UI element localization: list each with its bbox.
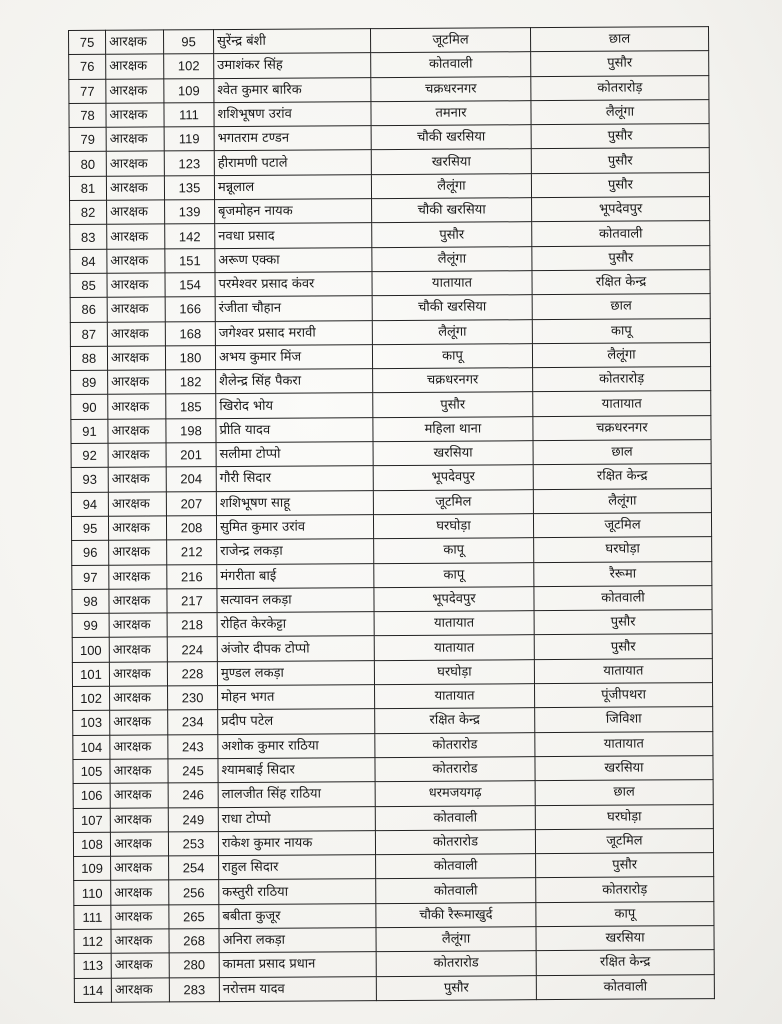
current-posting-cell: पुसौर xyxy=(373,392,533,417)
serial-number-cell: 79 xyxy=(69,127,106,152)
table-row xyxy=(69,27,709,55)
serial-number-cell: 98 xyxy=(72,589,109,614)
name-cell: सलीमा टोप्पो xyxy=(216,442,373,467)
badge-number-cell: 109 xyxy=(164,78,214,103)
new-posting-cell: कोतरारोड़ xyxy=(533,367,711,392)
serial-number-cell: 82 xyxy=(70,200,107,225)
new-posting-cell: रक्षित केन्द्र xyxy=(532,270,710,295)
rank-cell: आरक्षक xyxy=(107,200,165,225)
badge-number-cell: 224 xyxy=(167,637,217,662)
name-cell: शशिभूषण साहू xyxy=(216,490,373,515)
badge-number-cell: 280 xyxy=(169,953,219,978)
badge-number-cell: 230 xyxy=(168,686,218,711)
name-cell: अरूण एक्का xyxy=(215,247,372,272)
serial-number-cell: 81 xyxy=(69,176,106,201)
badge-number-cell: 216 xyxy=(167,564,217,589)
serial-number-cell: 92 xyxy=(71,443,108,468)
serial-number-cell: 80 xyxy=(69,152,106,177)
table-row xyxy=(70,342,710,370)
new-posting-cell: यातायात xyxy=(533,391,711,416)
name-cell: नरोत्तम यादव xyxy=(219,976,376,1001)
badge-number-cell: 201 xyxy=(166,443,216,468)
current-posting-cell: कोतरारोड xyxy=(375,732,535,757)
new-posting-cell: पुसौर xyxy=(531,172,709,197)
serial-number-cell: 100 xyxy=(72,638,109,663)
rank-cell: आरक्षक xyxy=(107,297,165,322)
serial-number-cell: 83 xyxy=(70,225,107,250)
rank-cell: आरक्षक xyxy=(109,662,167,687)
new-posting-cell: जूटमिल xyxy=(535,828,713,853)
current-posting-cell: कापू xyxy=(374,562,534,587)
new-posting-cell: जिविशा xyxy=(535,707,713,732)
rank-cell: आरक्षक xyxy=(107,346,165,371)
serial-number-cell: 105 xyxy=(73,759,110,784)
name-cell: गौरी सिदार xyxy=(216,466,373,491)
new-posting-cell: पुसौर xyxy=(531,51,709,76)
rank-cell: आरक्षक xyxy=(111,953,169,978)
rank-cell: आरक्षक xyxy=(108,467,166,492)
current-posting-cell: जूटमिल xyxy=(373,489,533,514)
current-posting-cell: चौकी खरसिया xyxy=(371,125,531,150)
new-posting-cell: यातायात xyxy=(535,731,713,756)
rank-cell: आरक्षक xyxy=(110,759,168,784)
rank-cell: आरक्षक xyxy=(107,224,165,249)
badge-number-cell: 228 xyxy=(167,661,217,686)
rank-cell: आरक्षक xyxy=(110,686,168,711)
serial-number-cell: 99 xyxy=(72,613,109,638)
new-posting-cell: खरसिया xyxy=(535,755,713,780)
serial-number-cell: 113 xyxy=(74,954,111,979)
table-row xyxy=(70,270,710,298)
name-cell: राजेन्द्र लकड़ा xyxy=(217,539,374,564)
badge-number-cell: 154 xyxy=(165,273,215,298)
current-posting-cell: कोतरारोड xyxy=(375,757,535,782)
current-posting-cell: खरसिया xyxy=(373,441,533,466)
name-cell: सुमित कुमार उरांव xyxy=(216,515,373,540)
table-row xyxy=(71,513,711,541)
badge-number-cell: 218 xyxy=(167,613,217,638)
table-row xyxy=(71,440,711,468)
serial-number-cell: 78 xyxy=(69,103,106,128)
rank-cell: आरक्षक xyxy=(106,103,164,128)
badge-number-cell: 168 xyxy=(165,321,215,346)
table-row xyxy=(69,51,709,79)
table-row xyxy=(69,99,709,127)
new-posting-cell: कोतरारोड़ xyxy=(531,75,709,100)
current-posting-cell: कापू xyxy=(374,538,534,563)
rank-cell: आरक्षक xyxy=(108,394,166,419)
new-posting-cell: कापू xyxy=(532,318,710,343)
current-posting-cell: पुसौर xyxy=(376,975,536,1000)
new-posting-cell: छाल xyxy=(533,440,711,465)
rank-cell: आरक्षक xyxy=(106,79,164,104)
rank-cell: आरक्षक xyxy=(111,977,169,1002)
current-posting-cell: कापू xyxy=(372,344,532,369)
new-posting-cell: कोतरारोड़ xyxy=(536,877,714,902)
name-cell: श्यामबाई सिदार xyxy=(218,758,375,783)
new-posting-cell: पूंजीपथरा xyxy=(535,683,713,708)
badge-number-cell: 204 xyxy=(166,467,216,492)
name-cell: शशिभूषण उरांव xyxy=(214,102,371,127)
serial-number-cell: 84 xyxy=(70,249,107,274)
name-cell: मंगरीता बाई xyxy=(217,563,374,588)
name-cell: राधा टोप्पो xyxy=(218,806,375,831)
serial-number-cell: 89 xyxy=(71,370,108,395)
current-posting-cell: महिला थाना xyxy=(373,416,533,441)
rank-cell: आरक्षक xyxy=(108,370,166,395)
current-posting-cell: पुसौर xyxy=(372,222,532,247)
new-posting-cell: पुसौर xyxy=(536,853,714,878)
transfer-list-table xyxy=(68,26,715,1003)
serial-number-cell: 86 xyxy=(70,298,107,323)
rank-cell: आरक्षक xyxy=(107,273,165,298)
table-row xyxy=(69,124,709,152)
name-cell: शैलेन्द्र सिंह पैकरा xyxy=(216,369,373,394)
table-row xyxy=(70,318,710,346)
new-posting-cell: खरसिया xyxy=(536,926,714,951)
new-posting-cell: कोतवाली xyxy=(534,585,712,610)
rank-cell: आरक्षक xyxy=(106,151,164,176)
name-cell: सुरेंन्द्र बंशी xyxy=(214,29,371,54)
table-row xyxy=(73,707,713,735)
badge-number-cell: 212 xyxy=(167,540,217,565)
current-posting-cell: चक्रधरनगर xyxy=(373,368,533,393)
current-posting-cell: घरघोड़ा xyxy=(373,514,533,539)
serial-number-cell: 77 xyxy=(69,79,106,104)
badge-number-cell: 245 xyxy=(168,759,218,784)
serial-number-cell: 93 xyxy=(71,468,108,493)
table-row xyxy=(74,950,714,978)
badge-number-cell: 135 xyxy=(164,175,214,200)
serial-number-cell: 91 xyxy=(71,419,108,444)
serial-number-cell: 102 xyxy=(73,686,110,711)
serial-number-cell: 97 xyxy=(72,565,109,590)
current-posting-cell: कोतरारोड xyxy=(375,829,535,854)
name-cell: अंजोर दीपक टोप्पो xyxy=(217,636,374,661)
rank-cell: आरक्षक xyxy=(109,564,167,589)
new-posting-cell: कोतवाली xyxy=(532,221,710,246)
rank-cell: आरक्षक xyxy=(110,807,168,832)
serial-number-cell: 90 xyxy=(71,395,108,420)
serial-number-cell: 114 xyxy=(74,978,111,1003)
name-cell: मुण्डल लकड़ा xyxy=(217,660,374,685)
current-posting-cell: चक्रधरनगर xyxy=(371,76,531,101)
rank-cell: आरक्षक xyxy=(110,832,168,857)
current-posting-cell: घरघोड़ा xyxy=(374,659,534,684)
badge-number-cell: 185 xyxy=(166,394,216,419)
name-cell: श्वेत कुमार बारिक xyxy=(214,77,371,102)
table-row xyxy=(73,731,713,759)
table-row xyxy=(72,658,712,686)
new-posting-cell: लैलूंगा xyxy=(532,342,710,367)
badge-number-cell: 180 xyxy=(165,345,215,370)
badge-number-cell: 182 xyxy=(166,370,216,395)
serial-number-cell: 106 xyxy=(73,783,110,808)
new-posting-cell: कोतवाली xyxy=(536,974,714,999)
badge-number-cell: 256 xyxy=(169,880,219,905)
badge-number-cell: 123 xyxy=(164,151,214,176)
name-cell: अशोक कुमार राठिया xyxy=(218,733,375,758)
serial-number-cell: 75 xyxy=(69,30,106,55)
current-posting-cell: कोतवाली xyxy=(371,52,531,77)
badge-number-cell: 243 xyxy=(168,734,218,759)
name-cell: नवधा प्रसाद xyxy=(215,223,372,248)
badge-number-cell: 249 xyxy=(168,807,218,832)
new-posting-cell: चक्रधरनगर xyxy=(533,415,711,440)
name-cell: राकेश कुमार नायक xyxy=(218,830,375,855)
badge-number-cell: 95 xyxy=(164,30,214,55)
name-cell: खिरोद भोय xyxy=(216,393,373,418)
name-cell: लालजीत सिंह राठिया xyxy=(218,782,375,807)
new-posting-cell: पुसौर xyxy=(532,245,710,270)
rank-cell: आरक्षक xyxy=(111,929,169,954)
table-row xyxy=(70,245,710,273)
rank-cell: आरक्षक xyxy=(108,492,166,517)
table-row xyxy=(71,415,711,443)
name-cell: रंजीता चौहान xyxy=(215,296,372,321)
badge-number-cell: 217 xyxy=(167,588,217,613)
serial-number-cell: 109 xyxy=(74,856,111,881)
serial-number-cell: 96 xyxy=(72,540,109,565)
current-posting-cell: यातायात xyxy=(374,635,534,660)
current-posting-cell: कोतवाली xyxy=(376,878,536,903)
table-row xyxy=(70,221,710,249)
new-posting-cell: घरघोड़ा xyxy=(535,804,713,829)
table-row xyxy=(72,537,712,565)
table-row xyxy=(71,464,711,492)
table-row xyxy=(74,974,714,1002)
name-cell: राहुल सिदार xyxy=(219,855,376,880)
badge-number-cell: 207 xyxy=(166,491,216,516)
current-posting-cell: कोतवाली xyxy=(376,854,536,879)
rank-cell: आरक्षक xyxy=(106,30,164,55)
table-body xyxy=(69,27,715,1003)
name-cell: कस्तुरी राठिया xyxy=(219,879,376,904)
rank-cell: आरक्षक xyxy=(107,321,165,346)
rank-cell: आरक्षक xyxy=(109,540,167,565)
serial-number-cell: 95 xyxy=(71,516,108,541)
new-posting-cell: पुसौर xyxy=(534,634,712,659)
table-row xyxy=(72,610,712,638)
rank-cell: आरक्षक xyxy=(107,249,165,274)
new-posting-cell: रक्षित केन्द्र xyxy=(536,950,714,975)
current-posting-cell: खरसिया xyxy=(371,149,531,174)
serial-number-cell: 88 xyxy=(70,346,107,371)
table-row xyxy=(74,926,714,954)
serial-number-cell: 87 xyxy=(70,322,107,347)
rank-cell: आरक्षक xyxy=(110,783,168,808)
current-posting-cell: लैलूंगा xyxy=(372,246,532,271)
current-posting-cell: यातायात xyxy=(375,684,535,709)
table-row xyxy=(72,561,712,589)
rank-cell: आरक्षक xyxy=(111,880,169,905)
badge-number-cell: 102 xyxy=(164,54,214,79)
table-row xyxy=(69,148,709,176)
name-cell: कामता प्रसाद प्रधान xyxy=(219,952,376,977)
current-posting-cell: लैलूंगा xyxy=(372,319,532,344)
badge-number-cell: 111 xyxy=(164,103,214,128)
new-posting-cell: रैरूमा xyxy=(534,561,712,586)
current-posting-cell: कोतवाली xyxy=(375,805,535,830)
badge-number-cell: 265 xyxy=(169,904,219,929)
table-row xyxy=(73,683,713,711)
rank-cell: आरक्षक xyxy=(111,905,169,930)
badge-number-cell: 283 xyxy=(169,977,219,1002)
new-posting-cell: पुसौर xyxy=(531,148,709,173)
current-posting-cell: यातायात xyxy=(374,611,534,636)
rank-cell: आरक्षक xyxy=(110,735,168,760)
badge-number-cell: 234 xyxy=(168,710,218,735)
name-cell: हीरामणी पटाले xyxy=(214,150,371,175)
name-cell: प्रदीप पटेल xyxy=(218,709,375,734)
current-posting-cell: चौकी खरसिया xyxy=(372,198,532,223)
table-row xyxy=(71,488,711,516)
name-cell: मोहन भगत xyxy=(218,685,375,710)
new-posting-cell: छाल xyxy=(530,27,708,52)
current-posting-cell: भूपदेवपुर xyxy=(373,465,533,490)
table-row xyxy=(69,172,709,200)
current-posting-cell: जूटमिल xyxy=(370,28,530,53)
new-posting-cell: भूपदेवपुर xyxy=(532,197,710,222)
new-posting-cell: छाल xyxy=(532,294,710,319)
rank-cell: आरक्षक xyxy=(106,176,164,201)
rank-cell: आरक्षक xyxy=(108,419,166,444)
badge-number-cell: 254 xyxy=(169,856,219,881)
serial-number-cell: 101 xyxy=(72,662,109,687)
new-posting-cell: यातायात xyxy=(534,658,712,683)
name-cell: सत्यावन लकड़ा xyxy=(217,587,374,612)
name-cell: अभय कुमार मिंज xyxy=(215,345,372,370)
badge-number-cell: 268 xyxy=(169,929,219,954)
badge-number-cell: 119 xyxy=(164,127,214,152)
table-row xyxy=(70,197,710,225)
table-row xyxy=(70,294,710,322)
name-cell: परमेश्वर प्रसाद कंवर xyxy=(215,272,372,297)
table-row xyxy=(69,75,709,103)
new-posting-cell: छाल xyxy=(535,780,713,805)
serial-number-cell: 85 xyxy=(70,273,107,298)
rank-cell: आरक्षक xyxy=(111,856,169,881)
name-cell: अनिरा लकड़ा xyxy=(219,928,376,953)
current-posting-cell: भूपदेवपुर xyxy=(374,586,534,611)
current-posting-cell: लैलूंगा xyxy=(371,173,531,198)
badge-number-cell: 151 xyxy=(165,248,215,273)
table-row xyxy=(71,367,711,395)
badge-number-cell: 166 xyxy=(165,297,215,322)
current-posting-cell: चौकी रैरूमाखुर्द xyxy=(376,902,536,927)
new-posting-cell: लैलूंगा xyxy=(533,488,711,513)
rank-cell: आरक्षक xyxy=(110,710,168,735)
table-row xyxy=(74,853,714,881)
name-cell: रोहित केरकेट्टा xyxy=(217,612,374,637)
rank-cell: आरक्षक xyxy=(109,613,167,638)
current-posting-cell: चौकी खरसिया xyxy=(372,295,532,320)
serial-number-cell: 104 xyxy=(73,735,110,760)
name-cell: उमाशंकर सिंह xyxy=(214,53,371,78)
name-cell: मन्नूलाल xyxy=(214,174,371,199)
name-cell: भगतराम टण्डन xyxy=(214,126,371,151)
new-posting-cell: पुसौर xyxy=(534,610,712,635)
table-row xyxy=(73,804,713,832)
rank-cell: आरक्षक xyxy=(108,443,166,468)
table-row xyxy=(74,877,714,905)
current-posting-cell: यातायात xyxy=(372,271,532,296)
serial-number-cell: 76 xyxy=(69,55,106,80)
badge-number-cell: 139 xyxy=(165,200,215,225)
serial-number-cell: 111 xyxy=(74,905,111,930)
serial-number-cell: 94 xyxy=(71,492,108,517)
new-posting-cell: कापू xyxy=(536,901,714,926)
rank-cell: आरक्षक xyxy=(109,589,167,614)
table-row xyxy=(73,828,713,856)
new-posting-cell: जूटमिल xyxy=(533,513,711,538)
rank-cell: आरक्षक xyxy=(106,54,164,79)
serial-number-cell: 110 xyxy=(74,881,111,906)
badge-number-cell: 198 xyxy=(166,418,216,443)
rank-cell: आरक्षक xyxy=(106,127,164,152)
current-posting-cell: तमनार xyxy=(371,101,531,126)
table-row xyxy=(74,901,714,929)
current-posting-cell: रक्षित केन्द्र xyxy=(375,708,535,733)
new-posting-cell: घरघोड़ा xyxy=(534,537,712,562)
name-cell: बृजमोहन नायक xyxy=(215,199,372,224)
rank-cell: आरक्षक xyxy=(108,516,166,541)
serial-number-cell: 108 xyxy=(73,832,110,857)
table-row xyxy=(73,780,713,808)
serial-number-cell: 103 xyxy=(73,711,110,736)
rank-cell: आरक्षक xyxy=(109,637,167,662)
new-posting-cell: लैलूंगा xyxy=(531,99,709,124)
serial-number-cell: 107 xyxy=(73,808,110,833)
name-cell: जगेश्वर प्रसाद मरावी xyxy=(215,320,372,345)
name-cell: बबीता कुजूर xyxy=(219,903,376,928)
badge-number-cell: 208 xyxy=(166,516,216,541)
badge-number-cell: 253 xyxy=(168,831,218,856)
table-row xyxy=(72,585,712,613)
new-posting-cell: रक्षित केन्द्र xyxy=(533,464,711,489)
serial-number-cell: 112 xyxy=(74,929,111,954)
table-row xyxy=(71,391,711,419)
current-posting-cell: कोतरारोड xyxy=(376,951,536,976)
current-posting-cell: धरमजयगढ़ xyxy=(375,781,535,806)
badge-number-cell: 142 xyxy=(165,224,215,249)
name-cell: प्रीति यादव xyxy=(216,417,373,442)
badge-number-cell: 246 xyxy=(168,783,218,808)
table-row xyxy=(72,634,712,662)
current-posting-cell: लैलूंगा xyxy=(376,927,536,952)
new-posting-cell: पुसौर xyxy=(531,124,709,149)
table-row xyxy=(73,755,713,783)
